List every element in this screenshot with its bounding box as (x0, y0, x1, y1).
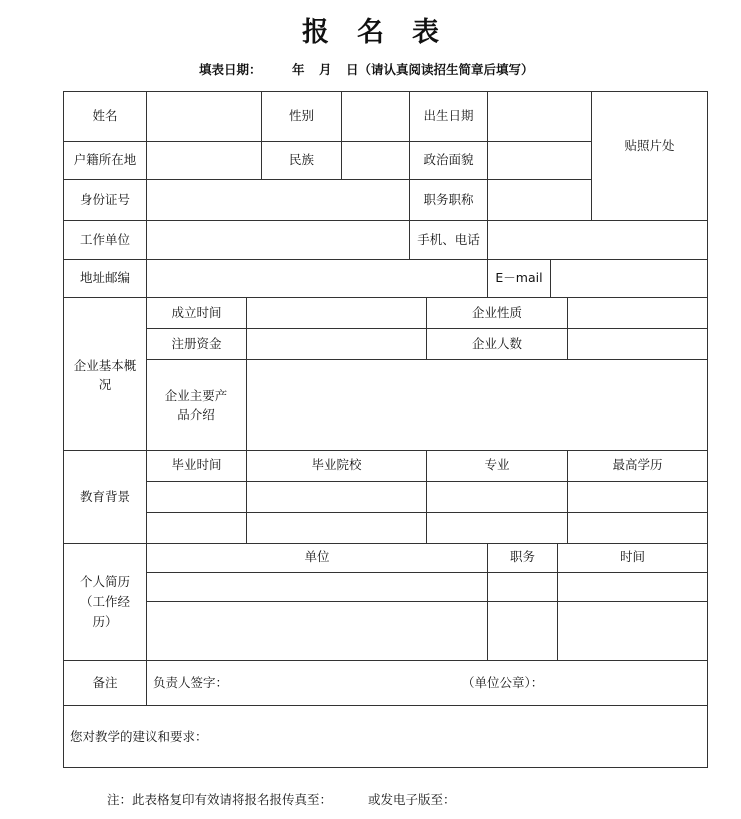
label-school: 毕业院校 (311, 457, 362, 472)
label-resume-position: 职务 (509, 549, 535, 564)
label-capital: 注册资金 (171, 336, 222, 351)
footer-email-note: 或发电子版至： (368, 792, 456, 807)
label-id-number: 身份证号 (79, 192, 130, 207)
label-major: 专业 (484, 457, 510, 472)
label-nature: 企业性质 (471, 305, 522, 320)
fill-date-month: 月 (319, 62, 332, 77)
label-job-title: 职务职称 (423, 192, 474, 207)
title-char: 名 (357, 17, 384, 48)
label-name: 姓名 (92, 108, 118, 123)
label-political: 政治面貌 (423, 152, 474, 167)
label-company: 企业基本概况 (73, 358, 137, 392)
label-phone: 手机、电话 (417, 232, 480, 247)
label-address: 地址邮编 (79, 270, 130, 285)
title-char: 表 (412, 17, 439, 48)
label-remarks: 备注 (92, 675, 118, 690)
fill-date-year: 年 (292, 62, 305, 77)
photo-placeholder: 贴照片处 (624, 138, 675, 153)
label-products: 企业主要产品介绍 (164, 388, 228, 422)
footer-note: 注：此表格复印有效请将报名报传真至： (107, 792, 333, 807)
label-resume-unit: 单位 (304, 549, 330, 564)
title-char: 报 (302, 17, 329, 48)
label-gender: 性别 (288, 108, 314, 123)
label-founded: 成立时间 (171, 305, 222, 320)
label-seal: （单位公章）： (462, 675, 544, 690)
label-education: 教育背景 (79, 489, 130, 504)
label-resume-time: 时间 (619, 549, 645, 564)
label-ethnicity: 民族 (288, 152, 314, 167)
fill-date-day-note: 日（请认真阅读招生简章后填写） (346, 62, 534, 77)
label-resume: 个人简历（工作经历） (79, 574, 130, 629)
label-degree: 最高学历 (612, 457, 663, 472)
label-suggestions: 您对教学的建议和要求： (70, 729, 208, 744)
label-hukou: 户籍所在地 (73, 152, 137, 167)
fill-date-label: 填表日期： (199, 62, 262, 77)
label-headcount: 企业人数 (471, 336, 522, 351)
label-work-unit: 工作单位 (79, 232, 130, 247)
label-birth-date: 出生日期 (423, 108, 474, 123)
label-email: E－mail (495, 270, 543, 285)
label-grad-time: 毕业时间 (171, 457, 222, 472)
label-signature: 负责人签字： (153, 675, 229, 690)
